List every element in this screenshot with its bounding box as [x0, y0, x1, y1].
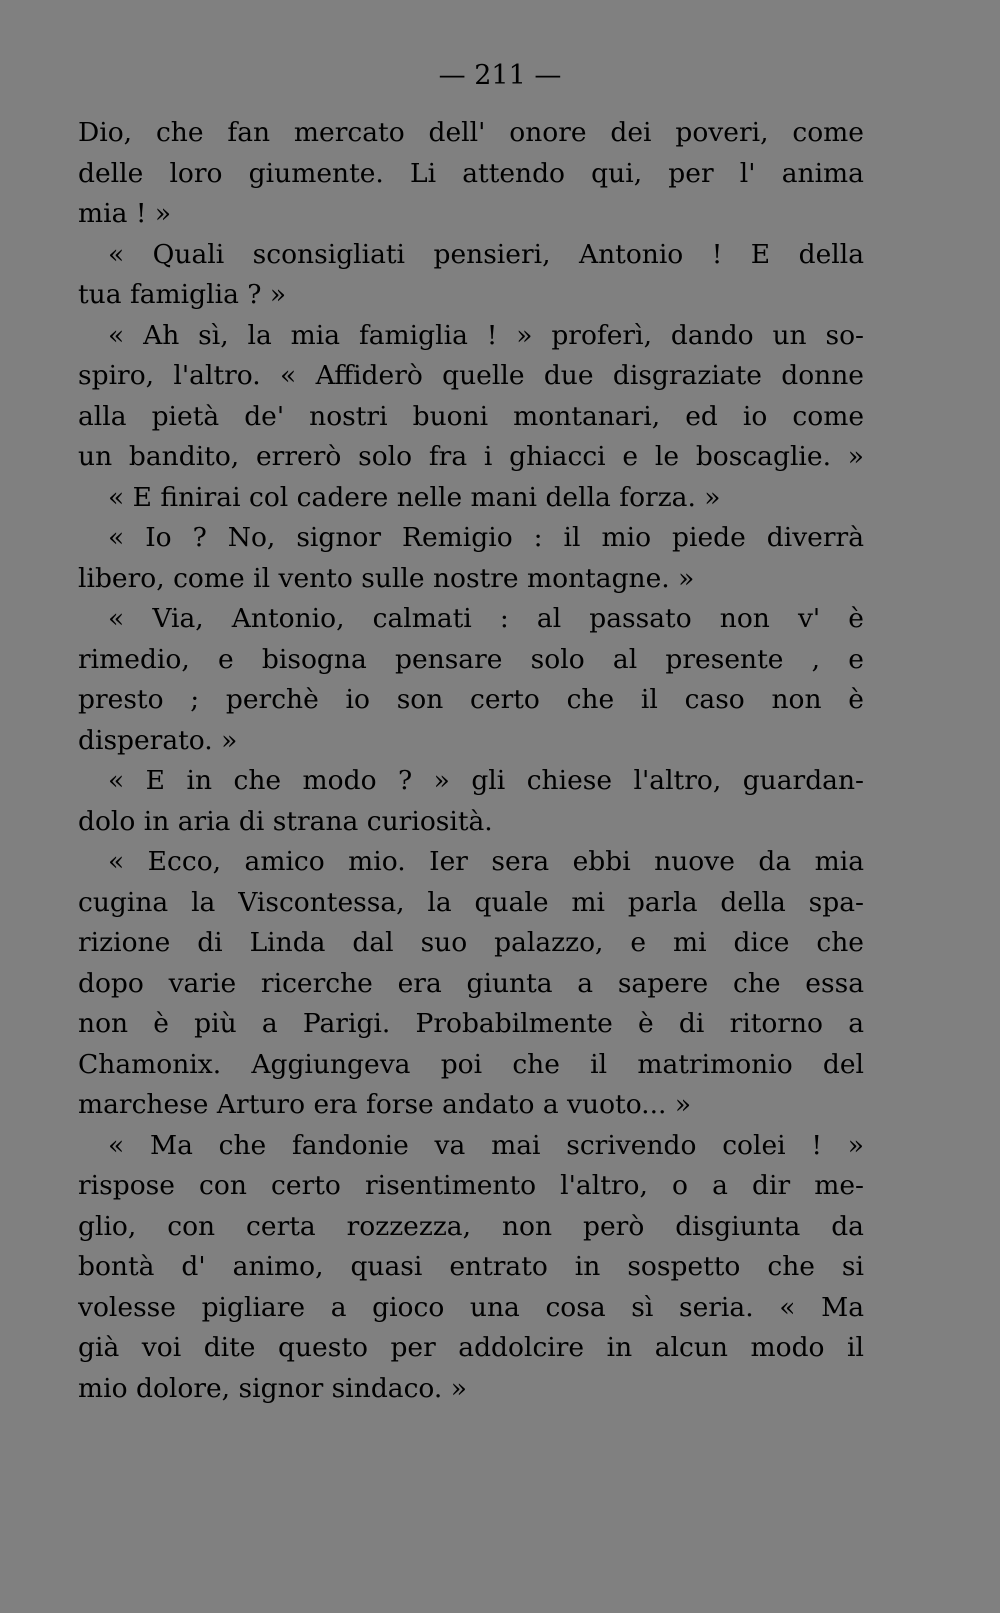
text-line: « Quali sconsigliati pensieri, Antonio ! E della [108, 238, 864, 270]
text-line: « Io ? No, signor Remigio : il mio piede diverrà [108, 522, 864, 553]
text-line: glio, con certa rozzezza, non però disgiunta da [78, 1210, 864, 1242]
text-line: Chamonix. Aggiungeva poi che il matrimonio del [78, 1048, 864, 1080]
text-line: marchese Arturo era forse andato a vuoto... » [78, 1089, 692, 1120]
text-line: « Via, Antonio, calmati : al passato non v' è [108, 603, 864, 634]
text-line: rimedio, e bisogna pensare solo al presente , e [78, 643, 864, 675]
text-line: presto ; perchè io son certo che il caso non è [78, 684, 864, 715]
text-line: non è più a Parigi. Probabilmente è di ritorno a [78, 1008, 864, 1039]
text-line: alla pietà de' nostri buoni montanari, ed io come [78, 400, 864, 432]
text-line: tua famiglia ? » [78, 279, 287, 310]
text-line: già voi dite questo per addolcire in alcun modo il [78, 1332, 864, 1363]
text-line: cugina la Viscontessa, la quale mi parla della spa- [78, 886, 864, 918]
text-line: disperato. » [78, 724, 238, 756]
text-line: « E in che modo ? » gli chiese l'altro, guardan- [108, 765, 864, 796]
text-line: un bandito, errerò solo fra i ghiacci e le boscaglie. » [78, 441, 864, 472]
text-line: rizione di Linda dal suo palazzo, e mi dice che [78, 927, 864, 958]
text-line: bontà d' animo, quasi entrato in sospetto che si [78, 1251, 864, 1282]
text-line: « Ma che fandonie va mai scrivendo colei ! » [108, 1129, 864, 1161]
text-line: « Ecco, amico mio. Ier sera ebbi nuove da mia [108, 846, 864, 877]
text-line: Dio, che fan mercato dell' onore dei poveri, come [78, 117, 864, 148]
text-line: volesse pigliare a gioco una cosa sì seria. « Ma [78, 1291, 864, 1323]
text-line: libero, come il vento sulle nostre montagne. » [78, 562, 695, 594]
text-line: delle loro giumente. Li attendo qui, per l' anima [78, 157, 864, 189]
text-line: dopo varie ricerche era giunta a sapere che essa [78, 967, 864, 999]
text-line: mia ! » [78, 198, 172, 229]
page-number: — 211 — [438, 60, 562, 91]
text-line: mio dolore, signor sindaco. » [78, 1372, 467, 1404]
text-line: spiro, l'altro. « Affiderò quelle due disgraziate donne [78, 360, 864, 391]
text-line: rispose con certo risentimento l'altro, o a dir me- [78, 1170, 864, 1201]
text-line: dolo in aria di strana curiosità. [78, 805, 493, 837]
body-text [78, 113, 864, 1409]
text-line: « Ah sì, la mia famiglia ! » proferì, dando un so- [108, 319, 864, 351]
text-line: « E finirai col cadere nelle mani della forza. » [108, 481, 721, 513]
